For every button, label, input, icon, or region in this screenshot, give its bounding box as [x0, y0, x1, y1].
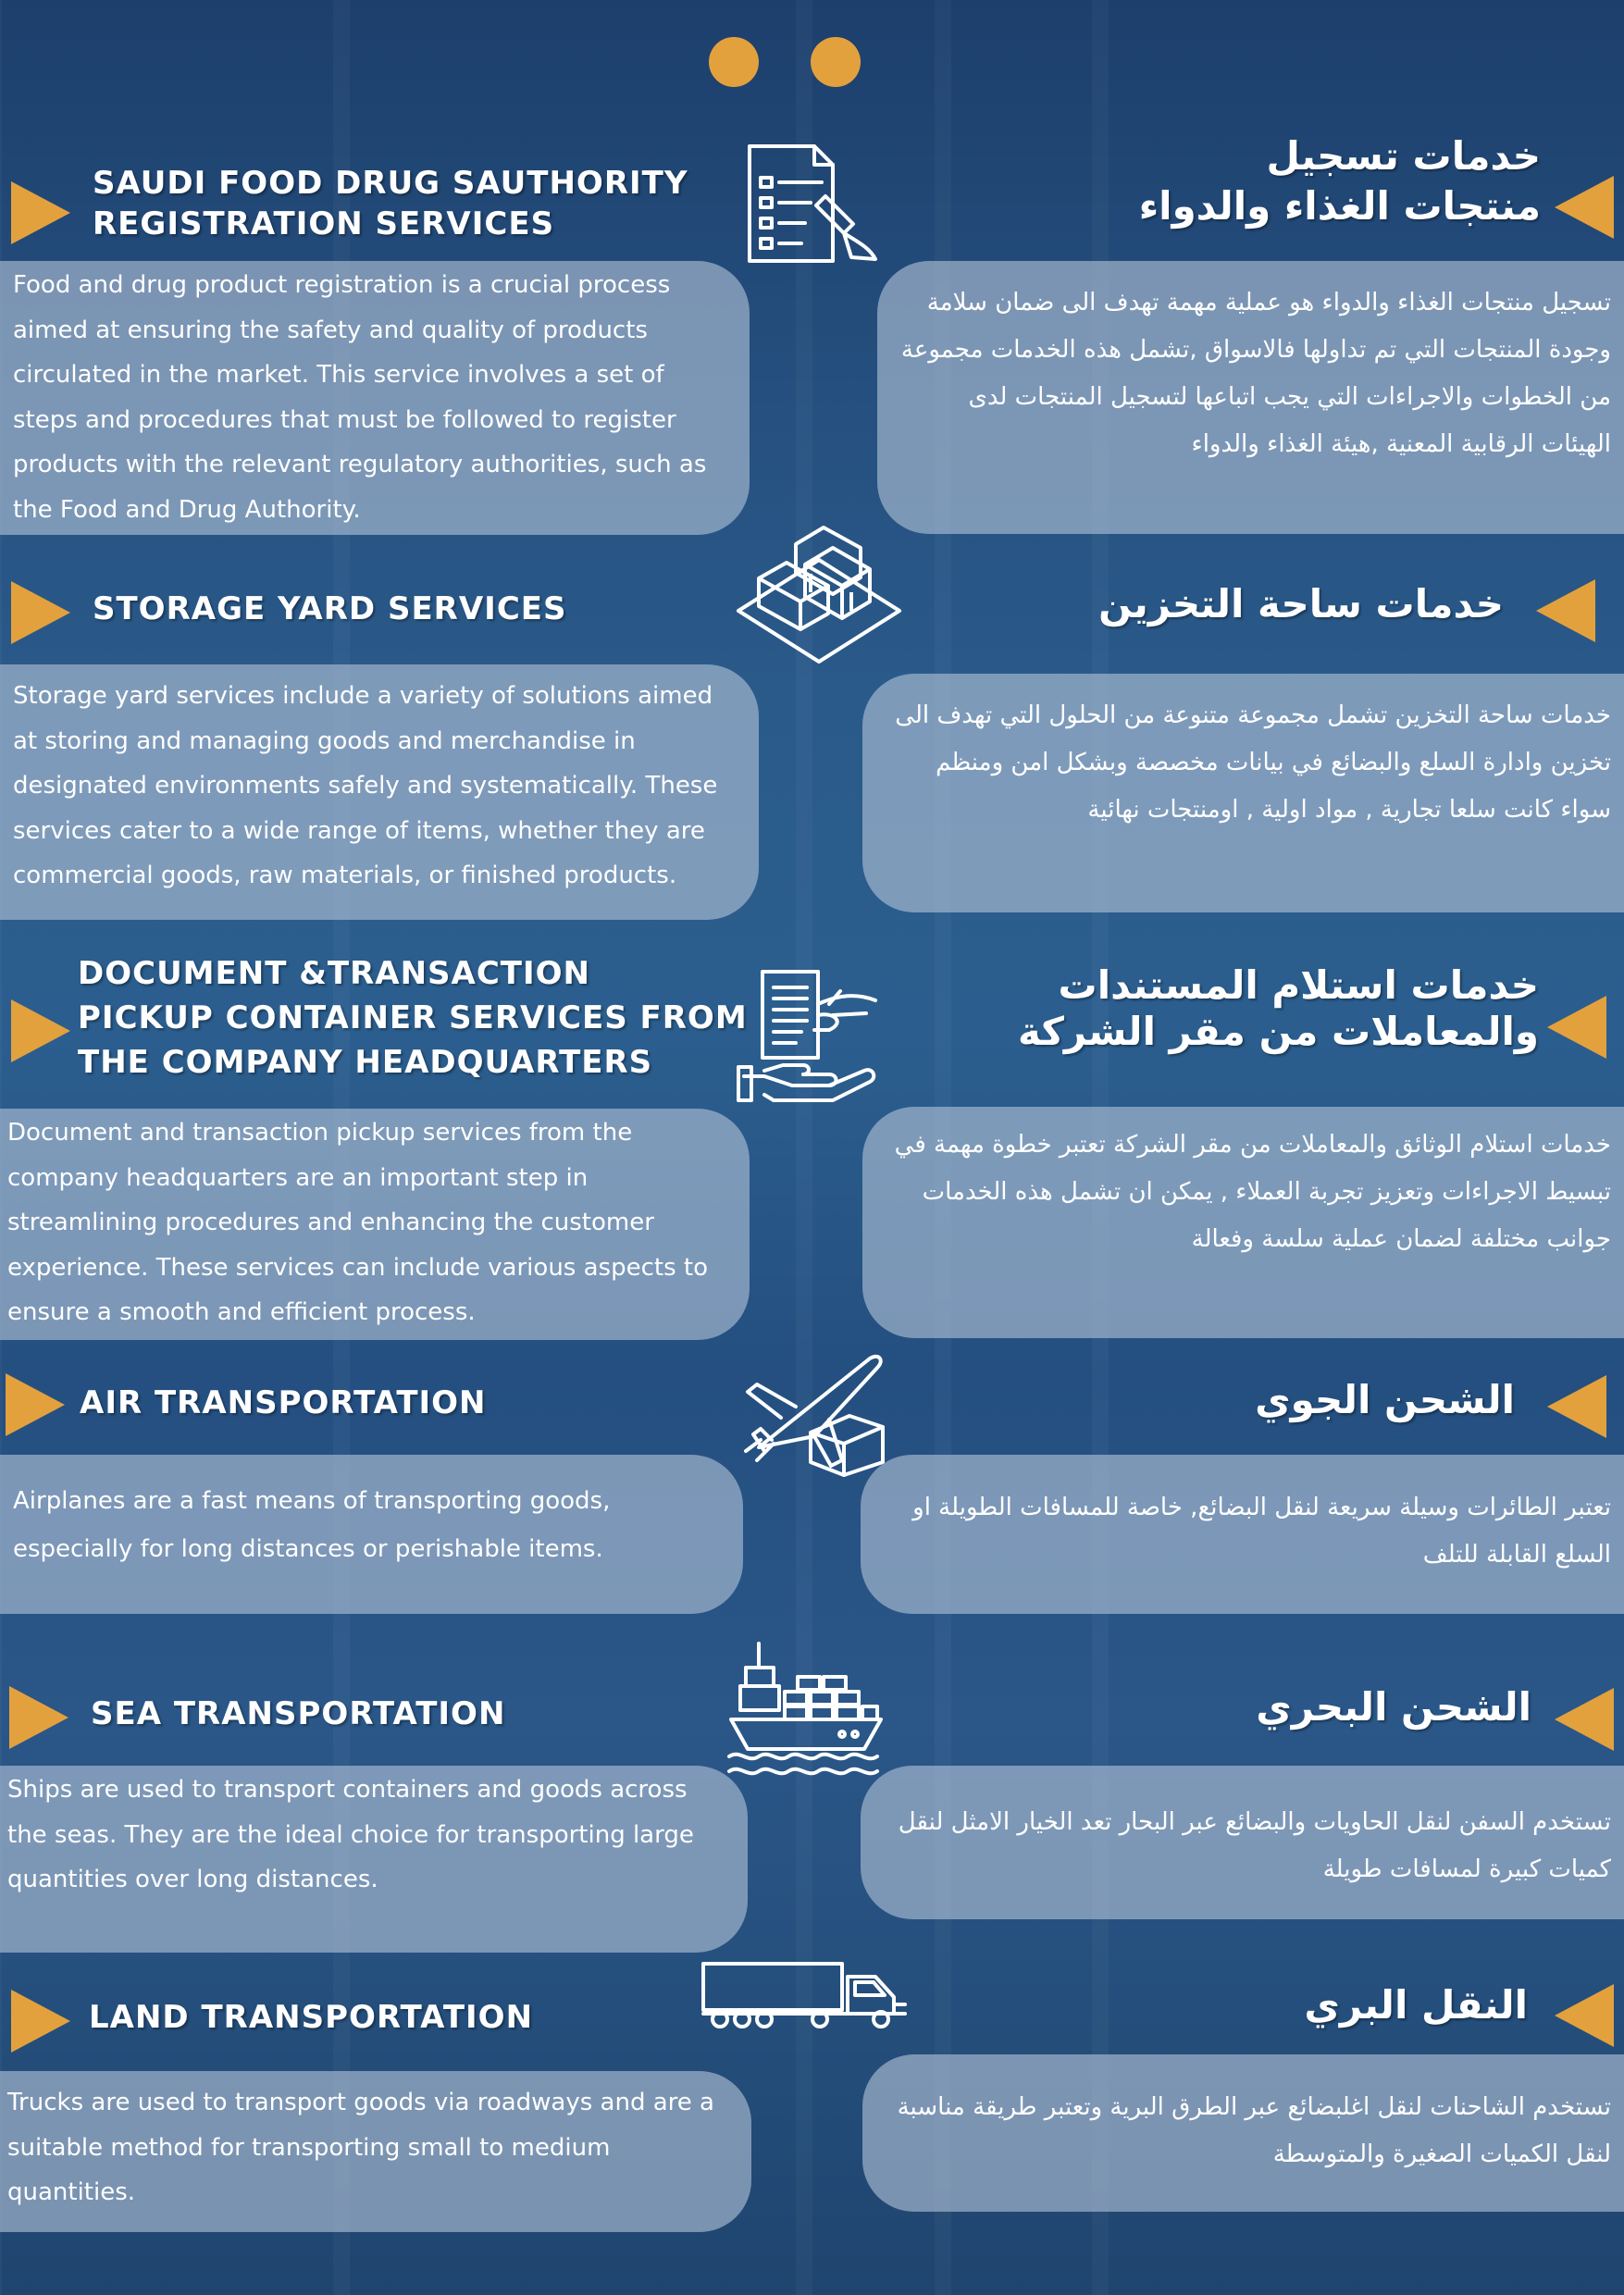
arrow-left-icon	[1536, 579, 1595, 642]
section-title-ar: الشحن البحري	[1256, 1684, 1531, 1730]
section-title-ar: خدمات استلام المستندات والمعاملات من مقر الشركة	[1018, 962, 1539, 1054]
arrow-right-icon	[11, 581, 70, 644]
section-title-ar: خدمات تسجيل منتجات الغذاء والدواء	[1138, 133, 1541, 229]
airplane-box-icon	[740, 1347, 888, 1477]
section-text-ar: تسجيل منتجات الغذاء والدواء هو عملية مهمة تهدف الى ضمان سلامة وجودة المنتجات التي تم تداولها فالاسواق ,تشمل هذه الخدمات مجموعة من الخطوات والاجراءات التي يجب اتباعها لتسجيل المنتجات لدى الهيئات الرقابية المعنية ,هيئة الغذاء والدواء	[877, 261, 1624, 534]
section-text-ar: تعتبر الطائرات وسيلة سريعة لنقل البضائع, خاصة للمسافات الطويلة او السلع القابلة للتلف	[861, 1455, 1624, 1614]
section-title-en: DOCUMENT &TRANSACTION PICKUP CONTAINER SERVICES FROM THE COMPANY HEADQUARTERS	[78, 955, 748, 1081]
arrow-right-icon	[11, 999, 70, 1062]
section-title-ar: النقل البري	[1304, 1982, 1528, 2028]
arrow-left-icon	[1555, 1688, 1614, 1751]
section-title-en: AIR TRANSPORTATION	[80, 1384, 487, 1421]
section-text-en: Airplanes are a fast means of transporting goods, especially for long distances or perishable items.	[0, 1455, 743, 1614]
section-text-en: Document and transaction pickup services from the company headquarters are an important step in streamlining procedures and enhancing the customer experience. These services can include various aspects to ensure a smooth and efficient process.	[0, 1109, 750, 1340]
section-text-en: Ships are used to transport containers and goods across the seas. They are the ideal choice for transporting large quantities over long distances.	[0, 1766, 748, 1953]
section-title-en: LAND TRANSPORTATION	[89, 1999, 534, 2036]
arrow-left-icon	[1555, 176, 1614, 239]
arrow-right-icon	[6, 1373, 65, 1436]
section-text-ar: خدمات ساحة التخزين تشمل مجموعة متنوعة من الحلول التي تهدف الى تخزين وادارة السلع والبضائع في بيانات مخصصة وبشكل امن ومنظم سواء كانت سلعا تجارية , مواد اولية , اومنتجات نهائية	[862, 674, 1624, 912]
decor-dot-left	[709, 37, 759, 87]
section-title-ar: خدمات ساحة التخزين	[1098, 581, 1504, 626]
section-text-en: Trucks are used to transport goods via roadways and are a suitable method for transporting small to medium quantities.	[0, 2071, 751, 2232]
section-title-ar: الشحن الجوي	[1255, 1377, 1515, 1422]
decor-dot-right	[811, 37, 861, 87]
arrow-right-icon	[9, 1686, 68, 1749]
arrow-left-icon	[1555, 1984, 1614, 2047]
section-text-en: Food and drug product registration is a crucial process aimed at ensuring the safety and quality of products circulated in the market. This service involves a set of steps and procedures that must be followed to register products with the relevant regulatory authorities, such as the Food and Drug Authority.	[0, 261, 750, 535]
cargo-ship-icon	[725, 1640, 888, 1779]
arrow-right-icon	[11, 181, 70, 244]
section-title-en: STORAGE YARD SERVICES	[93, 590, 567, 627]
section-text-ar: خدمات استلام الوثائق والمعاملات من مقر الشركة تعتبر خطوة مهمة في تبسيط الاجراءات وتعزيز تجربة العملاء , يمكن ان تشمل هذه الخدمات جوانب مختلفة لضمان عملية سلسة وفعالة	[862, 1107, 1624, 1338]
arrow-left-icon	[1547, 996, 1606, 1059]
arrow-right-icon	[11, 1990, 70, 2053]
section-text-ar: تستخدم السفن لنقل الحاويات والبضائع عبر البحار تعد الخيار الامثل لنقل كميات كبيرة لمسافات طويلة	[861, 1766, 1624, 1919]
section-title-en: SAUDI FOOD DRUG SAUTHORITY REGISTRATION SERVICES	[93, 165, 688, 242]
section-text-en: Storage yard services include a variety of solutions aimed at storing and managing goods and merchandise in designated environments safely and systematically. These services cater to a wide range of items, whether they are commercial goods, raw materials, or finished products.	[0, 664, 759, 920]
truck-icon	[700, 1958, 909, 2030]
document-pen-icon	[740, 141, 879, 267]
section-title-en: SEA TRANSPORTATION	[91, 1695, 506, 1732]
arrow-left-icon	[1547, 1375, 1606, 1438]
section-text-ar: تستخدم الشاحنات لنقل اغلبضائع عبر الطرق البرية وتعتبر طريقة مناسبة لنقل الكميات الصغيرة والمتوسطة	[862, 2054, 1624, 2212]
